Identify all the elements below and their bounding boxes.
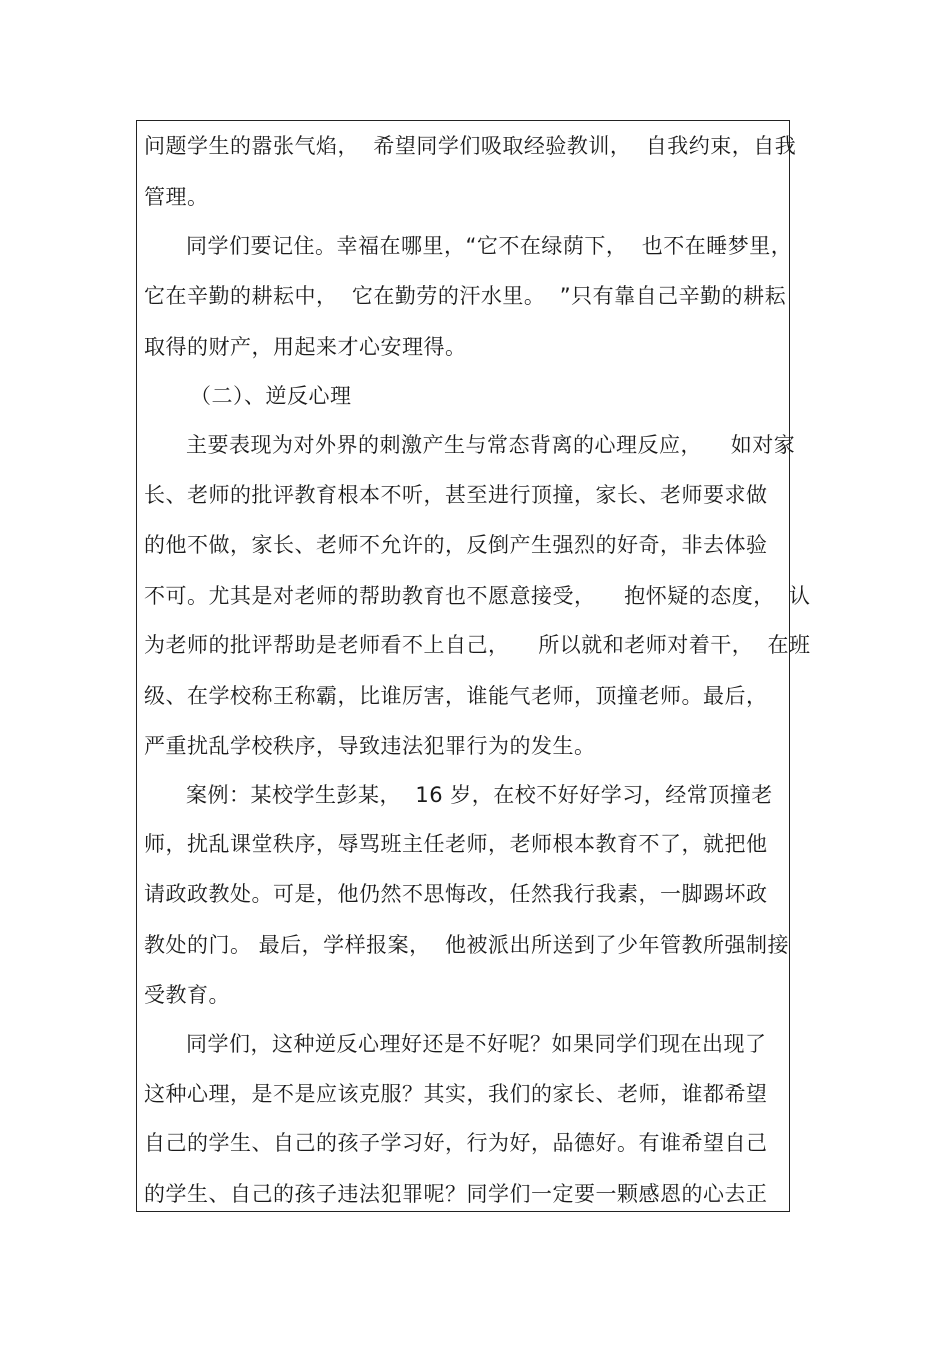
text-line: 它在辛勤的耕耘中， 它在勤劳的汗水里。 ”只有靠自己辛勤的耕耘 (144, 284, 787, 308)
text-line: 同学们要记住。幸福在哪里，“它不在绿荫下， 也不在睡梦里， (186, 234, 793, 258)
section-heading: （二）、逆反心理 (190, 384, 352, 408)
text-line: 的他不做，家长、老师不允许的，反倒产生强烈的好奇，非去体验 (144, 533, 768, 557)
text-line: 长、老师的批评教育根本不听，甚至进行顶撞，家长、老师要求做 (144, 483, 768, 507)
text-line: 受教育。 (144, 983, 230, 1007)
text-line: 级、在学校称王称霸，比谁厉害，谁能气老师，顶撞老师。最后， (144, 684, 768, 708)
text-line: 师，扰乱课堂秩序，辱骂班主任老师，老师根本教育不了，就把他 (144, 832, 768, 856)
text-line: 取得的财产，用起来才心安理得。 (144, 335, 467, 359)
text-line: 自己的学生、自己的孩子学习好，行为好，品德好。有谁希望自己 (144, 1131, 768, 1155)
text-line: 问题学生的嚣张气焰， 希望同学们吸取经验教训， 自我约束，自我 (144, 134, 797, 158)
text-line: 不可。尤其是对老师的帮助教育也不愿意接受， 抱怀疑的态度， 认 (144, 584, 811, 608)
text-line: 同学们，这种逆反心理好还是不好呢？如果同学们现在出现了 (186, 1032, 767, 1056)
text-line: 为老师的批评帮助是老师看不上自己， 所以就和老师对着干， 在班 (144, 633, 811, 657)
text-line: 主要表现为对外界的刺激产生与常态背离的心理反应， 如对家 (186, 433, 796, 457)
text-line: 管理。 (144, 185, 209, 209)
text-line: 的学生、自己的孩子违法犯罪呢？同学们一定要一颗感恩的心去正 (144, 1182, 768, 1206)
text-line: 教处的门。 最后，学样报案， 他被派出所送到了少年管教所强制接 (144, 933, 790, 957)
text-line: 这种心理，是不是应该克服？其实，我们的家长、老师，谁都希望 (144, 1082, 768, 1106)
text-line: 请政政教处。可是，他仍然不思悔改，任然我行我素，一脚踢坏政 (144, 882, 768, 906)
text-line: 严重扰乱学校秩序，导致违法犯罪行为的发生。 (144, 734, 596, 758)
text-line: 案例：某校学生彭某， 16 岁，在校不好好学习，经常顶撞老 (186, 783, 773, 807)
